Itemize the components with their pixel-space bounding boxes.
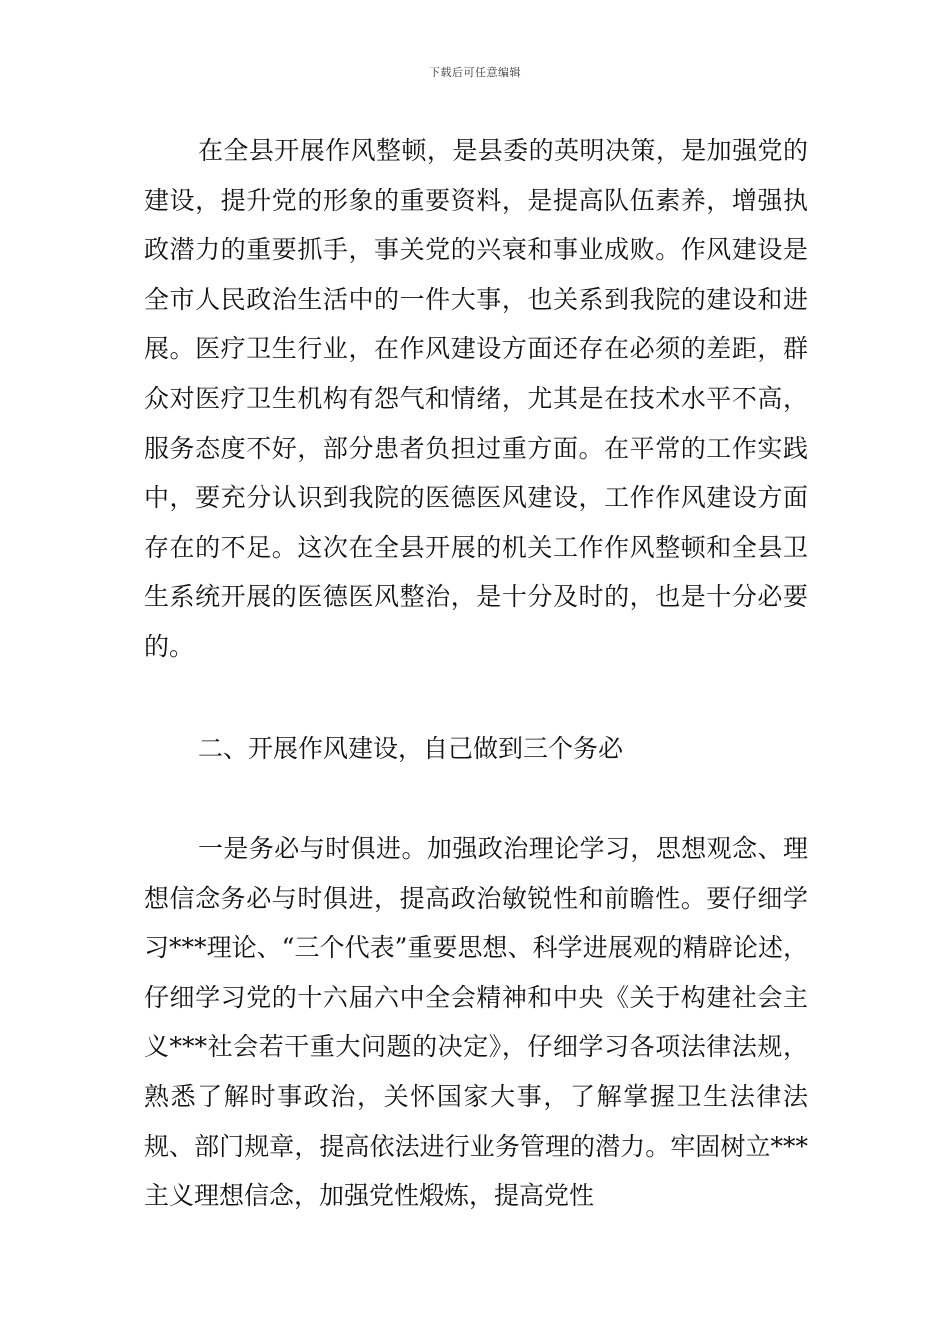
section-heading-2: 二、开展作风建设，自己做到三个务必 — [198, 734, 624, 763]
page-header-note: 下载后可任意编辑 — [429, 66, 521, 79]
paragraph-1: 在全县开展作风整顿，是县委的英明决策，是加强党的建设，提升党的形象的重要资料，是提高队伍素养，增强执政潜力的重要抓手，事关党的兴衰和事业成败。作风建设是全市人民政治生活中的一件大事，也关系到我院的建设和进展。医疗卫生行业，在作风建设方面还存在必须的差距，群众对医疗卫生机构有怨气和情绪，尤其是在技术水平不高，服务态度不好，部分患者负担过重方面。在平常的工作实践中，要充分认识到我院的医德医风建设，工作作风建设方面存在的不足。这次在全县开展的机关工作作风整顿和全县卫生系统开展的医德医风整治，是十分及时的，也是十分必要的。 — [144, 136, 808, 661]
paragraph-3: 一是务必与时俱进。加强政治理论学习，思想观念、理想信念务必与时俱进，提高政治敏锐性和前瞻性。要仔细学习***理论、“三个代表”重要思想、科学进展观的精辟论述，仔细学习党的十六届六中全会精神和中央《关于构建社会主义***社会若干重大问题的决定》，仔细学习各项法律法规，熟悉了解时事政治，关怀国家大事，了解掌握卫生法律法规、部门规章，提高依法进行业务管理的潜力。牢固树立***主义理想信念，加强党性煅炼，提高党性 — [144, 834, 808, 1211]
